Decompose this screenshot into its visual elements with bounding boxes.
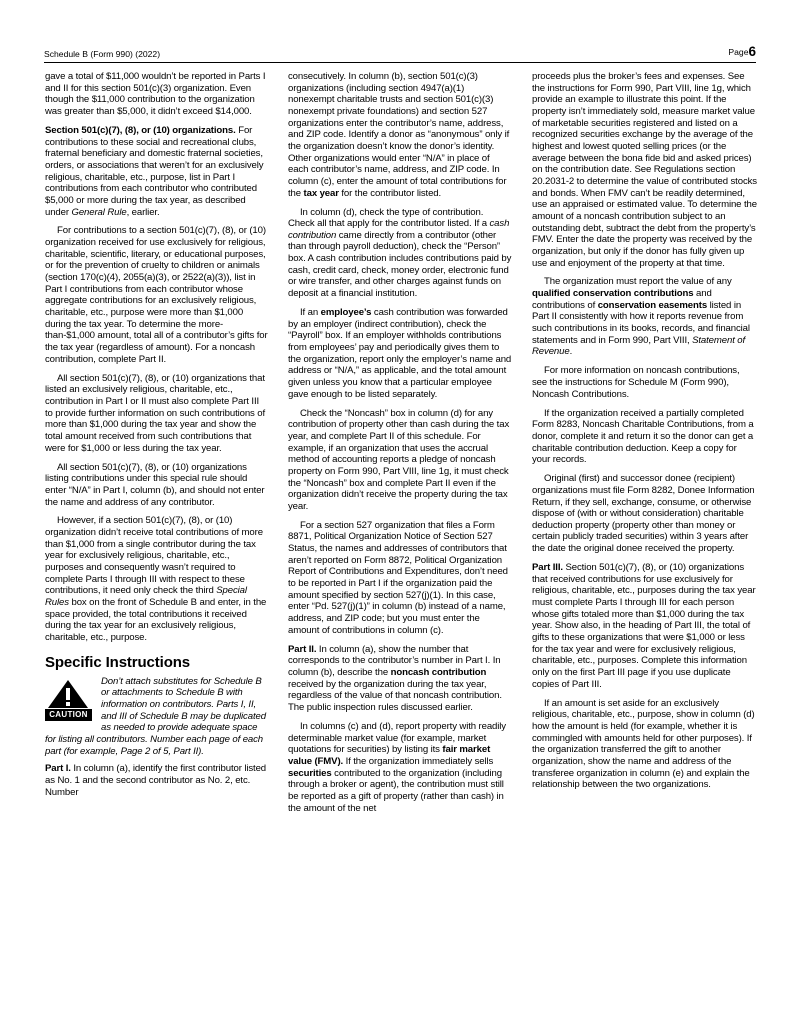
text-column-2: [288, 71, 512, 821]
paragraph-heading: Section 501(c)(7), (8), or (10) organizations.: [45, 124, 236, 136]
page-label: Page: [728, 47, 749, 57]
paragraph: All section 501(c)(7), (8), or (10) organizations listing contributions under this special rule should enter “N/A” in Part I, column (b), and should not enter the name and address of any contributor.: [45, 461, 265, 508]
section-title: Specific Instructions: [45, 653, 191, 671]
paragraph: In column (d), check the type of contribution. Check all that apply for the contributor listed. If a cash contribution came directly from a contributor (other than through payroll deduction), check the “Person” box. A cash contribution includes contributions paid by cash, credit card, check, money order, electronic fund or wire transfer, and other charges against funds on deposit at a financial institution.: [288, 206, 512, 300]
paragraph: If an employee’s cash contribution was forwarded by an employer (indirect contribution), check the “Payroll” box. If an employer withholds contributions from employees’ pay and periodically gives them to the organization, report only the employer’s name and address or “N/A,” as applicable, and the total amount given unless you know that a particular employee gave enough to be listed separately.: [288, 307, 512, 400]
paragraph: Original (first) and successor donee (recipient) organizations must file Form 8282, Donee Information Return, if they sell, exchange, consume, or otherwise dispose of (with or without consideration) charitable deduction property (property other than money or certain publicly traded securities) within 3 years after the date the original donee received the property.: [532, 473, 755, 555]
paragraph: The organization must report the value of any qualified conservation contributions and contributions of conservation easements listed in Part II consistently with how it reports revenue from such contributions in its books, records, and financial statements and in Form 990, Part VIII, Statement of Revenue.: [532, 276, 750, 358]
text-column-3: [532, 71, 757, 798]
paragraph: For contributions to a section 501(c)(7), (8), or (10) organization received for use exclusively for religious, charitable, scientific, literary, or educational purposes, or for the prevention of cruelty to children or animals (section 170(c)(4), 2055(a)(3), or 2522(a)(3)), list in Part I contributions from each contributor whose aggregate contributions for an exclusively religious, charitable, etc., purpose were more than $1,000 during the tax year. To determine the more-than-$1,000 amount, total all of a contributor’s gifts for the tax year (regardless of amount). For a noncash contribution, complete Part II.: [45, 225, 268, 365]
paragraph: For a section 527 organization that files a Form 8871, Political Organization Notice of Section 527 Status, the names and addresses of contributors that aren’t reported on Form 8872, Political Organization Report of Contributions and Expenditures, don’t need to be reported in Part I if the organization paid the amount specified by section 527(j)(1). In this case, enter “Pd. 527(j)(1)” in column (b) instead of a name, address, and ZIP code; but you must enter the amount of contributions in column (c).: [288, 519, 508, 636]
paragraph: proceeds plus the broker’s fees and expenses. See the instructions for Form 990, Part VIII, line 1g, which provide an example to illustrate this point. If the property isn’t immediately sold, measure market value of marketable securities registered and listed on a recognized securities exchange by the average of the highest and lowest quoted selling prices (or the average between the bona fide bid and asked prices) on the contribution date. See Regulations section 20.2031-2 to determine the value of contributed stocks and bonds. When FMV can’t be readily determined, use an appraised or estimated value. To determine the amount of a noncash contribution subject to an outstanding debt, subtract the debt from the property’s FMV. Enter the date the property was received by the organization, but only if the donor has fully given up use and enjoyment of the property at that time.: [532, 71, 757, 269]
paragraph: In columns (c) and (d), report property with readily determinable market value (for example, market quotations for securities) by listing its fair market value (FMV). If the organization immediately sells securities contributed to the organization (including through a broker or agent), the contribution must still be reported as a gift of property (rather than cash) in the amount of the net: [288, 720, 506, 814]
paragraph: If an amount is set aside for an exclusively religious, charitable, etc., purpose, show in column (d) how the amount is held (for example, whether it is commingled with amounts held for other purposes). If the organization transferred the gift to another organization, show the name and address of the transferee organization in column (e) and explain the relationship between the two organizations.: [532, 697, 755, 791]
paragraph: For more information on noncash contributions, see the instructions for Schedule M (Form 990), Noncash Contributions.: [532, 365, 740, 400]
paragraph: Section 501(c)(7), (8), or (10) organizations. For contributions to these social and recreational clubs, fraternal beneficiary and domestic fraternal societies, orders, or associations that weren’t for an exclusively religious, charitable, etc., purpose, list in Part I contributions from each contributor who contributed $5,000 or more during the tax year, as described under General Rule, earlier.: [45, 124, 264, 218]
paragraph: Part II. In column (a), show the number that corresponds to the contributor’s number in Part I. In column (b), describe the noncash contribution received by the organization during the tax year, regardless of the value of that noncash contribution. The public inspection rules discussed earlier.: [288, 643, 502, 713]
paragraph: However, if a section 501(c)(7), (8), or (10) organization didn’t receive total contributions of more than $1,000 from a single contributor during the tax year for exclusively religious, charitable, etc., purposes and consequently wasn’t required to complete Parts I through III with respect to these contributions, it need only check the third Special Rules box on the front of Schedule B and enter, in the space provided, the total contributions it received during the tax year for an exclusively religious, charitable, etc., purpose.: [45, 515, 267, 644]
paragraph-heading: Part II.: [288, 643, 317, 655]
paragraph: If the organization received a partially completed Form 8283, Noncash Charitable Contributions, from a donor, complete it and return it so the donor can get a charitable contribution deduction. Keep a copy for your records.: [532, 407, 754, 466]
paragraph: Part I. In column (a), identify the first contributor listed as No. 1 and the second contributor as No. 2, etc. Number: [45, 763, 267, 798]
paragraph: Part III. Section 501(c)(7), (8), or (10) organizations that received contributions for use exclusively for religious, charitable, etc., purposes during the tax year must complete Parts I through III for each person whose gifts totaled more than $1,000 during the tax year. Show also, in the heading of Part III, the total of gifts to these organizations that were $1,000 or less for the tax year and were for exclusively religious, charitable, etc., purposes. Complete this information only on the first Part III page if you use duplicate copies of Part III.: [532, 562, 756, 690]
page-number: 6: [748, 44, 756, 59]
page-indicator: [728, 45, 756, 59]
paragraph-heading: Part I.: [45, 763, 71, 775]
warning-triangle-icon: [47, 679, 89, 709]
form-title: Schedule B (Form 990) (2022): [44, 49, 161, 59]
caution-note: [45, 676, 269, 758]
caution-text: Don’t attach substitutes for Schedule B or attachments to Schedule B with information on contributors. Parts I, II, and III of Schedule B may be duplicated as needed to provide adequate space for listing all contributors. Number each page of each part (for example, Page 2 of 5, Part II).: [45, 675, 266, 757]
header-divider: [44, 62, 756, 63]
paragraph-heading: Part III.: [532, 562, 563, 574]
paragraph: All section 501(c)(7), (8), or (10) organizations that listed an exclusively religious, charitable, etc., contribution in Part I or II must also complete Part III to provide further information on such contributions of more than $1,000 during the tax year and show the total amount received from such contributions that were for $1,000 or less during the tax year.: [45, 372, 266, 454]
paragraph: gave a total of $11,000 wouldn’t be reported in Parts I and II for this section 501(c)(3) organization. Even though the $11,000 contribution to the organization was greater than $5,000, it didn’t exceed $14,000.: [45, 71, 266, 117]
caution-label: CAUTION: [45, 709, 92, 721]
text-column-1: [45, 71, 269, 806]
paragraph: consecutively. In column (b), section 501(c)(3) organizations (including section 4947(a)(1) nonexempt charitable trusts and section 501(c)(3) nonexempt private foundations) and section 527 organizations enter the contributor’s name, address, and ZIP code. Identify a donor as “anonymous” only if the organization doesn’t know the donor’s identity. Other organizations would enter “N/A” in place of each contributor’s name, address, and ZIP code. In column (c), enter the amount of total contributions for the tax year for the contributor listed.: [288, 71, 510, 199]
caution-icon: [45, 679, 92, 721]
paragraph: Check the “Noncash” box in column (d) for any contribution of property other than cash during the tax year, and complete Part II of this schedule. For example, if an organization that uses the accrual method of accounting reports a pledge of noncash property on Form 990, Part VIII, line 1g, it must check the “Noncash” box and complete Part II even if the organization didn’t receive the property during the tax year.: [288, 407, 510, 512]
